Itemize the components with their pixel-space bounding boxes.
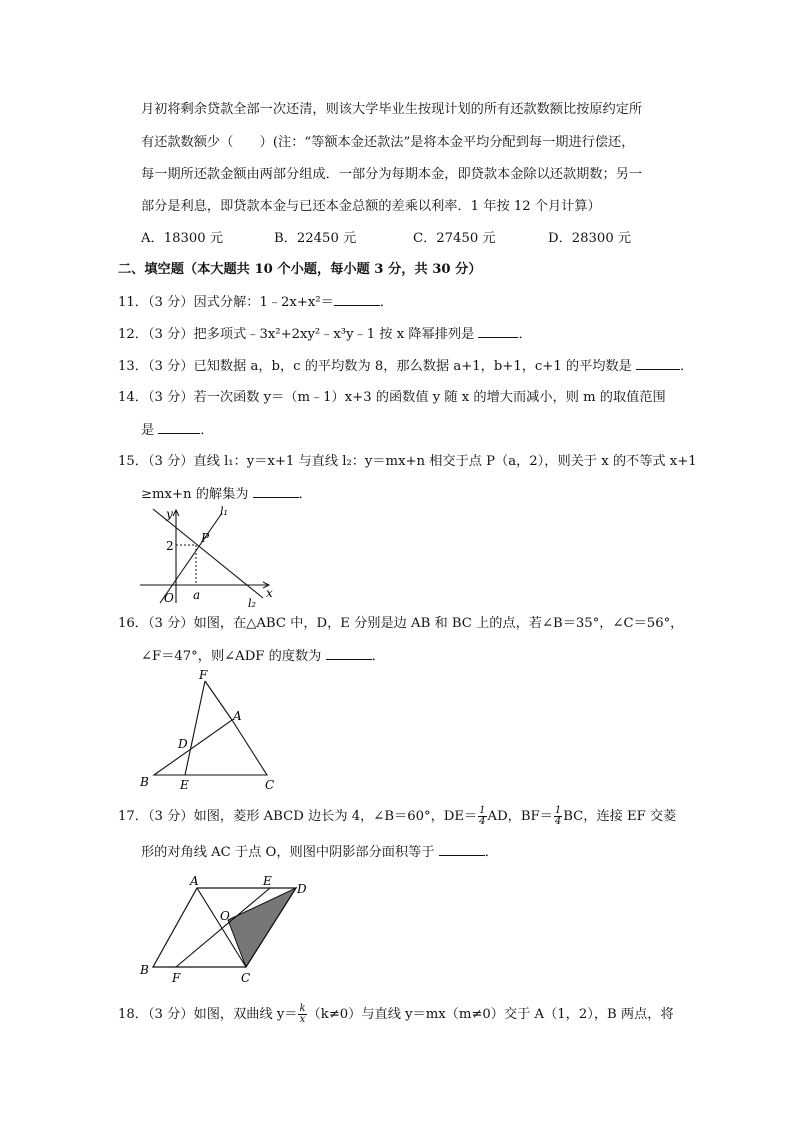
q10-option-c: C．27450 元 [413,231,496,246]
fig17-e-label: E [263,874,272,888]
fig17-c-label: C [241,971,251,985]
q10-line3: 每一期所还款金额由两部分组成．一部分为每期本金，即贷款本金除以还款期数；另一 [141,167,643,182]
q18-text-start: 18．（3 分）如图，双曲线 y＝ [118,1007,298,1022]
q13-text: 13．（3 分）已知数据 a，b，c 的平均数为 8，那么数据 a+1，b+1，c+1 的平均数是 [118,359,637,374]
fig17-b-label: B [140,963,149,977]
answer-blank [439,843,485,856]
q14-line1: 14．（3 分）若一次函数 y＝（m﹣1）x+3 的函数值 y 随 x 的增大而减小，则 m 的取值范围 [118,390,666,405]
q12-text: 12．（3 分）把多项式﹣3x²+2xy²﹣x³y﹣1 按 x 降幂排列是 [118,327,479,342]
fig15-p-label: P [201,531,210,545]
q17-line2 [141,843,498,862]
q12-end: ． [518,327,532,342]
q16-end: ． [371,649,385,664]
question-11 [118,293,393,312]
fig15-origin-label: O [164,591,174,605]
figure-15-graph [138,505,288,610]
q10-line2: 有还款数额少（ ）(注：“等额本金还款法”是将本金平均分配到每一期进行偿还， [141,135,635,150]
q16-line1: 16．（3 分）如图，在△ABC 中，D，E 分别是边 AB 和 BC 上的点，若∠B＝35°，∠C＝56°， [118,616,684,631]
q10-option-d: D．28300 元 [548,231,632,246]
fig15-l2-label: l₂ [248,597,256,610]
fig15-y-label: y [166,507,173,521]
q15-line1: 15．（3 分）直线 l₁：y＝x+1 与直线 l₂：y＝mx+n 相交于点 P（a，2），则关于 x 的不等式 x+1 [118,454,697,469]
fig16-a-label: A [233,709,242,723]
q14-end: ． [200,423,214,438]
q17-line1 [118,806,676,827]
q18-line1 [118,1004,674,1025]
question-13 [118,357,693,376]
segment-fe [185,681,205,775]
question-12 [118,325,532,344]
q15-line2 [141,485,312,504]
q10-line4: 部分是利息，即贷款本金与已还本金总额的差乘以利率．1 年按 12 个月计算） [141,199,601,214]
answer-blank [636,357,680,370]
fig17-d-label: D [297,882,307,896]
figure-17-rhombus [135,870,320,985]
q10-option-b: B．22450 元 [274,231,357,246]
fig17-o-label: O [220,909,230,923]
fig16-f-label: F [199,668,208,682]
frac-num: k [299,1003,306,1014]
frac-den: 4 [554,816,562,827]
frac-den: 4 [479,816,486,827]
fig15-l1-label: l₁ [220,505,228,518]
section2-title: 二、填空题（本大题共 10 个小题，每小题 3 分，共 30 分） [118,262,482,277]
q14-line2-text: 是 [141,423,159,438]
fig16-c-label: C [265,778,275,792]
fig15-a-label: a [193,588,201,602]
triangle-abc [154,720,267,775]
answer-blank [326,647,372,660]
segment-fa [205,681,232,720]
q15-line2-text: ≥mx+n 的解集为 [141,487,253,502]
fraction-one-quarter [478,806,486,827]
q15-end: ． [298,487,312,502]
fraction-one-quarter [554,806,562,827]
q16-line2 [141,647,385,666]
q17-text-start: 17．（3 分）如图，菱形 ABCD 边长为 4，∠B＝60°，DE＝ [118,809,478,824]
q17-text-end: BC，连接 EF 交菱 [563,809,677,824]
fig16-e-label: E [180,778,189,792]
fig15-two-label: 2 [166,539,174,553]
fraction-k-over-x [298,1004,306,1025]
q10-option-a: A．18300 元 [141,231,224,246]
fig15-x-label: x [266,586,273,600]
q11-text: 11．（3 分）因式分解：1﹣2x+x²＝ [118,295,334,310]
fig17-f-label: F [172,971,181,985]
q13-end: ． [680,359,694,374]
q18-text-end: （k≠0）与直线 y＝mx（m≠0）交于 A（1，2），B 两点，将 [307,1007,674,1022]
q17-line2-text: 形的对角线 AC 于点 O，则图中阴影部分面积等于 [141,845,439,860]
answer-blank [158,421,200,434]
frac-den: x [299,1014,306,1025]
figure-16-triangle [135,668,285,793]
frac-num: 1 [479,805,486,816]
fig16-d-label: D [178,737,188,751]
answer-blank [334,293,380,306]
q16-line2-text: ∠F＝47°，则∠ADF 的度数为 [141,649,326,664]
q11-end: ． [379,295,394,310]
q17-text-mid: AD，BF＝ [487,809,553,824]
answer-blank [253,485,299,498]
frac-num: 1 [554,805,562,816]
q14-line2 [141,421,214,440]
q17-end: ． [484,845,498,860]
fig16-b-label: B [140,775,149,789]
answer-blank [478,325,518,338]
fig17-a-label: A [190,874,199,888]
q10-line1: 月初将剩余贷款全部一次还清，则该大学毕业生按现计划的所有还款数额比按原约定所 [141,102,643,117]
